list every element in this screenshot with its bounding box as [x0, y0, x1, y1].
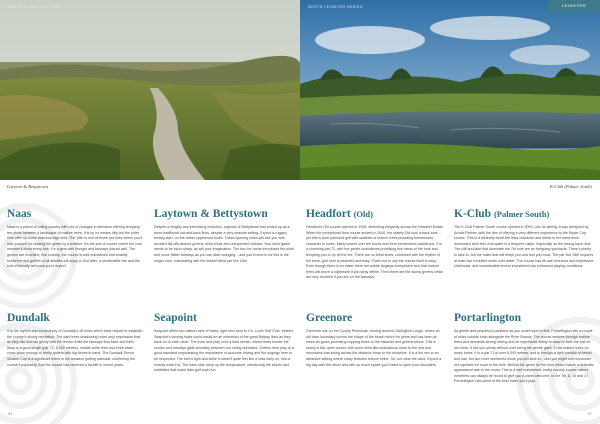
left-running-header: DESTINATION GOLF 2025	[8, 5, 62, 9]
course-description: Headfort's Old course opened in 1928, stretching elegantly across the Headfort Estate. When the exceptional New course arrived in 2000, the stately Old took a back seat ... yet this is pure parkland golf with swathes of mature trees providing tremendous character to holes. Many towers over tee boxes and form tremendous backdrops. It is a charming par 72, with the gentle undulations promising fine views of the hole and tempting you to rip off the tee. There are no blind shots, combined with the rhythm of the trees, golf here is peaceful and easy. That's not to say the course itself is easy. Even though there is no water there are subtle doglegs everywhere and that mature trees will prove a nightmare if you stray offline. Then there are the sturdy greens which are very troubled if you are on the fairways.	[306, 225, 444, 280]
course-description: Seapoint offers two distinct sets of holes, right next door to Co. Louth Golf Club. Indeed, Seapoint's closing holes could easily be an extension of the great Baltray links as they back on to each other. The front nine play over a links terrain, where trees border the course and fairways glide smoothly between low rolling duneland. Greens here play to a good standard emphasising the importance of accurate driving and the doglegs here to be respected. The ball is light and while it doesn't quite feel like a links early on, this is exactly what it is. The back nine ramp up the temperature, introducing the slopes and subtleties that make links golf such fun.	[154, 329, 294, 373]
photo-k-club-palmer-south	[300, 0, 600, 180]
course-dundalk	[7, 312, 143, 368]
parkland-path-illustration	[0, 0, 300, 180]
course-title: Portarlington	[454, 312, 522, 324]
course-title: Laytown & Bettystown	[154, 208, 268, 220]
course-headfort-old	[306, 208, 444, 281]
course-greenore	[306, 312, 444, 368]
course-naas	[7, 208, 143, 270]
photo-laytown-bettystown	[0, 0, 300, 180]
course-description: As gentle and peaceful a parkland as you could hope to find, Portarlington sits a couple of miles outside town alongside the River Barrow. The course weaves through mature trees and demands strong driving and an impressive ability to draw or fade the ball on six holes. It sits you plenty without ever being the gentle giant. It has mature trees on many holes. It is a par 71 of over 6,000 metres, and is through a tight corridor of beech and oak, but two more wonderful shots you will stick in... and you might well encounter red squirrels en route to the hole. Behind the green for the river which makes a dramatic appearance late in the round. This is a well maintained, lovely country course, where members can always be found to give you a warm welcome. In the 7th, 8, 16 and 17, Portarlington has some of the best holes you'll play.	[454, 329, 594, 384]
course-description: Naas is a parcel of rolling country with lots of changes in elevation offering tempting tee shots between a landscape of mature trees. It is by no means hilly but the older nine offer up some delicious high tees. The 18th is one of those par fives where you'll kick yourself for missing the green by a whisker. It's the sort of course where the club member's know every inch, it's a gem with thought and fairways placed well. The greens are excellent, fine country, the course is well maintained and smartly bunkered and golfers of all abilities will enjoy it. And after, a comfortable bar and the sort of friendly welcome you'd expect.	[7, 225, 143, 269]
course-title: Seapoint	[154, 312, 197, 324]
course-title: Dundalk	[7, 312, 50, 324]
right-page-number: 97	[587, 411, 592, 416]
course-description: It is the rhythm and consistency of Dundalk's 18 holes which have helped to establish the course's strong reputation. The dark trees shadowing holes only emphasise that, as they rise and fall gently with the terrain while the fairways flow back and forth. Back is a good length (par 72, 6,000 metres), middle white tees and three lower cross close enough to terrify golfers with big drives in hand. The Dundalk Senior Scratch Cup is a significant event in the amateur golfing calendar, confirming the course's popularity. And the course has received a facelift in recent years.	[7, 329, 143, 367]
course-k-club-palmer-south	[454, 208, 594, 270]
course-title: K-Club (Palmer South)	[454, 208, 550, 220]
left-photo-caption: Laytown & Bettystown	[7, 184, 48, 189]
course-description: Despite a lengthy and interesting evolution, Laytown & Bettystown has ended up as a more traditional out-and-back links, despite a very seaside setting. Expect a rugged, testing start, on the rather uppermost holes. These opening holes will see you with decided fall-offs around greens, blind shots and unexpected hollows. Your short game needs to be razor sharp, as will your imagination. The turn for home introduces the wind and some flatter fairways as you can start swinging... and you'll need to for this is the longer nine, culminating with the double-blind par five 18th.	[154, 225, 294, 263]
lake-course-illustration	[300, 0, 600, 180]
right-page	[300, 0, 600, 424]
course-laytown-bettystown	[154, 208, 294, 264]
course-portarlington	[454, 312, 594, 385]
left-page-number: 94	[8, 411, 13, 416]
course-seapoint	[154, 312, 294, 374]
course-description: The K-Club Palmer South course opened in 2003. Like its sibling, it was designed by Arnold Palmer, with the aim of offering a very different experience to the Ryder Cup course. This is a distinctly heart-felt links character and sticks to the sand dune dominated land feel. And water is a frequent visitor, especially on the strong back nine. The cliff and lake that dominate the 7th hole are an intriguing spectacle. There's plenty to take in, but the holes that will tempt you and test you most. The par five 18th requires at least two excellent shots over water. The course has its own entrance and impressive clubhouse, and considerable recent investment has enhanced playing conditions.	[454, 225, 594, 269]
course-description: Greenore sits on the Cooley Peninsula, moving around Carlingford Lough, where an old town boundary covers the shape of the beach which for years and has been at times an gorse-promising hopping times to the historian and greens below. This is nearly a flat, open course with some links-like undulations close to the sea and mountains that swing across the distance close to the shoreline. It is a fun mix in an attractive setting where many features fortune shine. So, run clear the wind. Expect a big day with the driver and with so much space you'll want to open your shoulders.	[306, 329, 442, 367]
region-tab: LEINSTER	[548, 0, 600, 12]
course-title: Naas	[7, 208, 32, 220]
right-photo-caption: K-Club (Palmer South)	[550, 184, 592, 189]
course-title: Greenore	[306, 312, 353, 324]
course-title: Headfort (Old)	[306, 208, 373, 220]
right-running-header: NORTH LEINSTER SERIES	[308, 5, 363, 9]
